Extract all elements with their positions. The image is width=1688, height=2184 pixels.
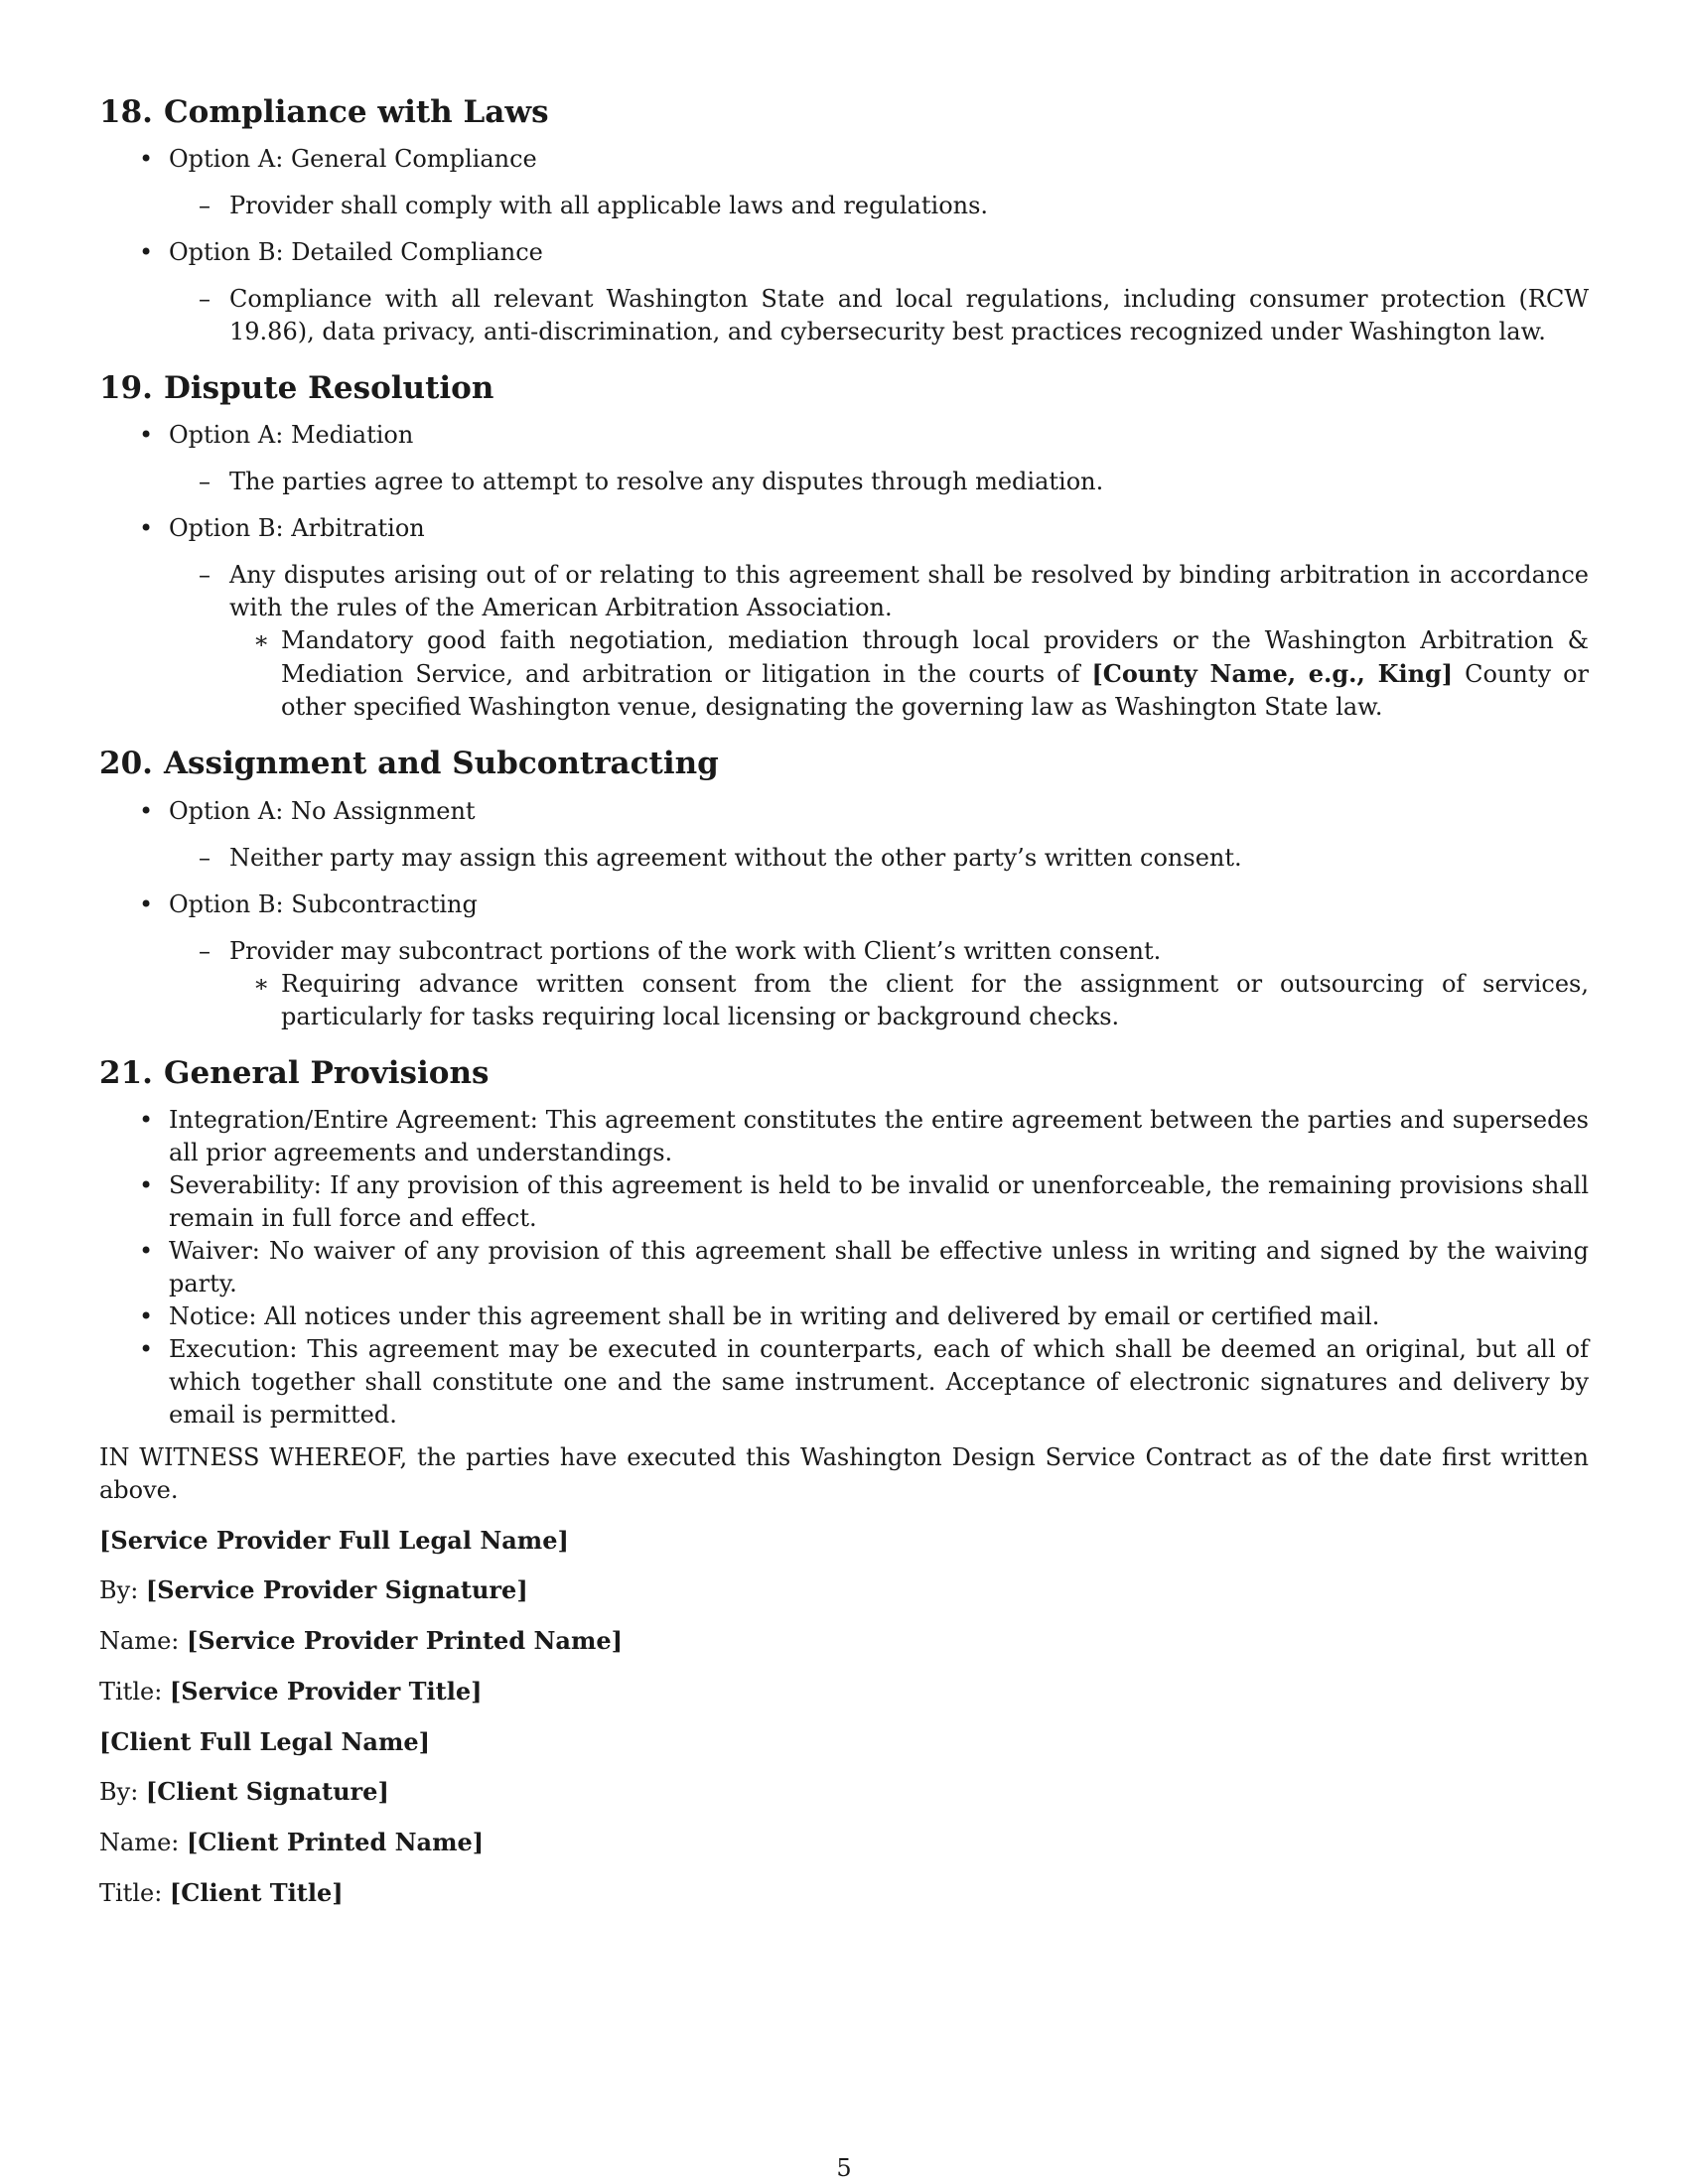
- provider-signature-line: [99, 1573, 1589, 1607]
- client-title: [Client Title]: [169, 1877, 344, 1907]
- name-label: Name:: [99, 1828, 187, 1856]
- option-a-text: – Provider shall comply with all applicable laws and regulations.: [99, 190, 1589, 222]
- subitem-text-end: County or other specified Washington venue, designating the governing law as Washington State law.: [281, 660, 1589, 722]
- option-b-label: • Option B: Detailed Compliance: [99, 236, 1589, 269]
- list-item: • Severability: If any provision of this agreement is held to be invalid or unenforceable, the remaining provisions shall remain in full force and effect.: [99, 1169, 1589, 1235]
- section-number: 19.: [99, 370, 153, 407]
- option-b-text: – Compliance with all relevant Washington State and local regulations, including consumer protection (RCW 19.86), data privacy, anti-discrimination, and cybersecurity best practices recognized under Washington law.: [99, 283, 1589, 348]
- section-18: [99, 94, 1589, 348]
- section-title: Compliance with Laws: [164, 94, 549, 130]
- option-a-label: • Option A: Mediation: [99, 419, 1589, 452]
- client-signature-line: [99, 1775, 1589, 1809]
- list-item: • Notice: All notices under this agreement shall be in writing and delivered by email or certified mail.: [99, 1300, 1589, 1333]
- section-19: [99, 370, 1589, 724]
- option-b-subitem: ∗ Requiring advance written consent from the client for the assignment or outsourcing of services, particularly for tasks requiring local licensing or background checks.: [99, 968, 1589, 1033]
- subitem-text: Mandatory good faith negotiation, mediation through local providers or the Washington Arbitration & Mediation Service, and arbitration or litigation in the courts of: [281, 626, 1589, 689]
- option-b-label: • Option B: Subcontracting: [99, 888, 1589, 921]
- client-printed-name-line: [99, 1826, 1589, 1859]
- client-printed-name: [Client Printed Name]: [186, 1827, 485, 1856]
- document-page: [99, 94, 1589, 1910]
- section-heading: [99, 94, 1589, 131]
- list-item: • Execution: This agreement may be executed in counterparts, each of which shall be deemed an original, but all of which together shall constitute one and the same instrument. Acceptance of electronic signatures and delivery by email is permitted.: [99, 1333, 1589, 1432]
- list-item: • Integration/Entire Agreement: This agreement constitutes the entire agreement between the parties and supersedes all prior agreements and understandings.: [99, 1104, 1589, 1169]
- section-number: 20.: [99, 746, 153, 782]
- provider-title-line: [99, 1675, 1589, 1708]
- client-title-line: [99, 1876, 1589, 1910]
- section-title: General Provisions: [164, 1054, 490, 1091]
- section-heading: [99, 370, 1589, 407]
- option-a-text: – The parties agree to attempt to resolve any disputes through mediation.: [99, 466, 1589, 498]
- provider-legal-name: [Service Provider Full Legal Name]: [99, 1525, 569, 1555]
- provider-printed-name: [Service Provider Printed Name]: [186, 1625, 623, 1655]
- provider-title: [Service Provider Title]: [169, 1676, 483, 1706]
- section-number: 21.: [99, 1054, 153, 1091]
- page-number: 5: [836, 2154, 852, 2182]
- section-heading: [99, 746, 1589, 782]
- option-a-label: • Option A: General Compliance: [99, 143, 1589, 176]
- list-item: • Waiver: No waiver of any provision of this agreement shall be effective unless in writing and signed by the waiving party.: [99, 1235, 1589, 1300]
- client-signature: [Client Signature]: [145, 1776, 389, 1806]
- option-b-text: – Any disputes arising out of or relating to this agreement shall be resolved by binding arbitration in accordance with the rules of the American Arbitration Association.: [99, 559, 1589, 624]
- section-21: [99, 1055, 1589, 1432]
- witness-clause: IN WITNESS WHEREOF, the parties have executed this Washington Design Service Contract as of the date first written above.: [99, 1442, 1589, 1504]
- option-b-text: – Provider may subcontract portions of the work with Client’s written consent.: [99, 935, 1589, 968]
- by-label: By:: [99, 1777, 146, 1806]
- title-label: Title:: [99, 1878, 170, 1907]
- section-title: Assignment and Subcontracting: [164, 746, 719, 782]
- section-title: Dispute Resolution: [164, 370, 494, 407]
- option-b-subitem: [99, 624, 1589, 724]
- name-label: Name:: [99, 1626, 187, 1655]
- option-a-label: • Option A: No Assignment: [99, 795, 1589, 828]
- section-20: [99, 746, 1589, 1032]
- provider-signature: [Service Provider Signature]: [145, 1574, 528, 1604]
- county-placeholder: [County Name, e.g., King]: [1091, 659, 1454, 689]
- option-a-text: – Neither party may assign this agreement without the other party’s written consent.: [99, 842, 1589, 875]
- section-heading: [99, 1055, 1589, 1092]
- client-legal-name: [Client Full Legal Name]: [99, 1726, 430, 1756]
- title-label: Title:: [99, 1677, 170, 1706]
- by-label: By:: [99, 1575, 146, 1604]
- option-b-label: • Option B: Arbitration: [99, 512, 1589, 545]
- section-number: 18.: [99, 94, 153, 130]
- provider-printed-name-line: [99, 1624, 1589, 1658]
